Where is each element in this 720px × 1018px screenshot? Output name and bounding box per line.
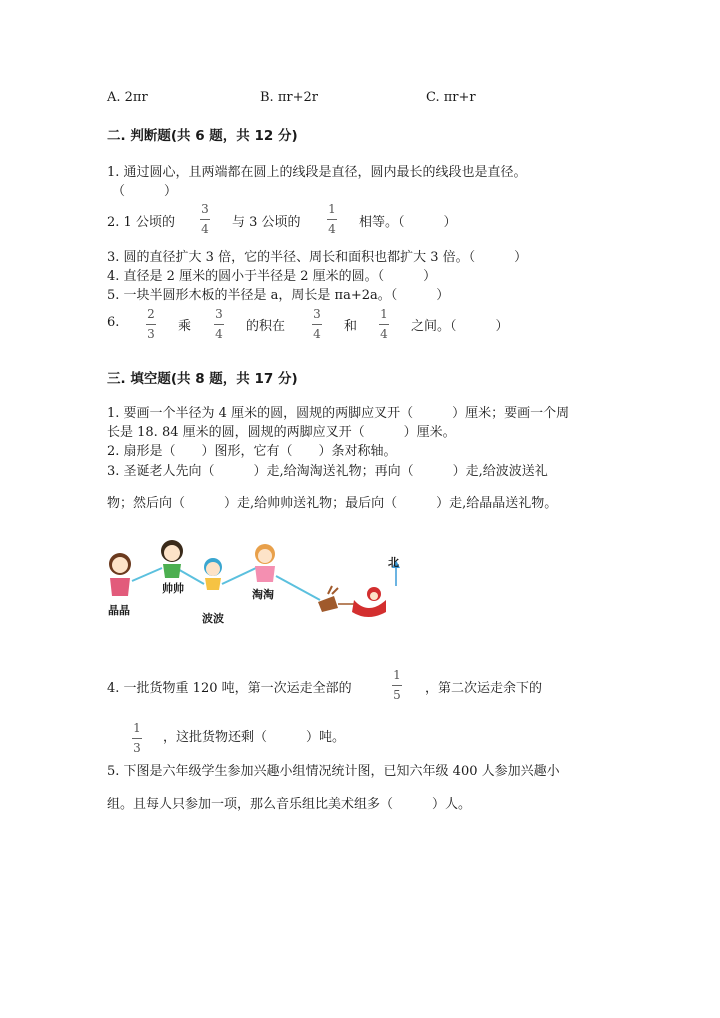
fraction [211,307,227,341]
s2-q1-line2: （ ） [112,184,178,199]
s2-q6-text-e: 之间。（ ） [411,319,509,334]
fraction-bar [146,324,156,325]
numerator: 3 [201,202,209,216]
s2-q6-text-d: 和 [344,319,358,334]
s2-q6-text-b: 乘 [178,319,192,334]
s2-q3: 3. 圆的直径扩大 3 倍，它的半径、周长和面积也都扩大 3 倍。（ ） [107,250,528,265]
s3-q5-line2: 组。且每人只参加一项，那么音乐组比美术组多（ ）人。 [107,797,472,812]
numerator: 3 [215,307,223,321]
s3-q1-line1: 1. 要画一个半径为 4 厘米的圆，圆规的两脚应叉开（ ）厘米；要画一个周 [107,406,570,421]
denominator: 4 [313,327,321,341]
option-a: A. 2πr [107,90,148,105]
numerator: 1 [133,721,141,735]
s2-q5: 5. 一块半圆形木板的半径是 a，周长是 πa+2a。（ ） [107,288,450,303]
s2-q6-text-a: 6. [107,315,120,330]
s2-q6-text-c: 的积在 [246,319,286,334]
s3-q4-line1-b: ，第二次运走余下的 [425,681,543,696]
fraction-bar [327,219,337,220]
s3-q3-line1: 3. 圣诞老人先向（ ）走,给淘淘送礼物；再向（ ）走,给波波送礼 [107,464,548,479]
s3-q1-line2: 长是 18. 84 厘米的圆，圆规的两脚应叉开（ ）厘米。 [107,425,456,440]
fraction-bar [132,738,142,739]
fraction [129,721,145,755]
fraction-bar [200,219,210,220]
denominator: 4 [328,222,336,236]
s3-q3-line2: 物；然后向（ ）走,给帅帅送礼物；最后向（ ）走,给晶晶送礼物。 [107,496,558,511]
section2-title: 二. 判断题(共 6 题，共 12 分) [107,128,298,144]
numerator: 1 [328,202,336,216]
fraction [309,307,325,341]
fraction [376,307,392,341]
fraction-bar [312,324,322,325]
fraction-bar [392,685,402,686]
fraction [197,202,213,236]
direction-figure-svg [106,538,406,630]
option-c: C. πr+r [426,90,476,105]
label-taotao: 淘淘 [252,588,274,601]
numerator: 1 [380,307,388,321]
s3-q4-line1-a: 4. 一批货物重 120 吨，第一次运走全部的 [107,681,352,696]
shuaishuai-figure [161,540,183,578]
label-north: 北 [388,556,399,569]
section3-title: 三. 填空题(共 8 题，共 17 分) [107,371,298,387]
label-shuaishuai: 帅帅 [162,582,184,595]
santa-sleigh [318,586,386,617]
path-line [222,568,256,584]
s3-q5-line1: 5. 下图是六年级学生参加兴趣小组情况统计图，已知六年级 400 人参加兴趣小 [107,764,560,779]
label-bobo: 波波 [202,612,224,625]
denominator: 4 [215,327,223,341]
option-b: B. πr+2r [260,90,318,105]
direction-figure [106,538,406,630]
numerator: 2 [147,307,155,321]
path-line [276,576,320,600]
bobo-figure [204,558,222,590]
s3-q2: 2. 扇形是（ ）图形，它有（ ）条对称轴。 [107,444,397,459]
denominator: 4 [380,327,388,341]
taotao-figure [255,544,275,582]
fraction-bar [214,324,224,325]
s2-q4: 4. 直径是 2 厘米的圆小于半径是 2 厘米的圆。（ ） [107,269,437,284]
denominator: 3 [147,327,155,341]
denominator: 3 [133,741,141,755]
numerator: 3 [313,307,321,321]
path-line [132,568,162,581]
numerator: 1 [393,668,401,682]
fraction-bar [379,324,389,325]
s2-q2-text-b: 与 3 公顷的 [232,215,301,230]
denominator: 5 [393,688,401,702]
fraction [389,668,405,702]
denominator: 4 [201,222,209,236]
s2-q2-text-a: 2. 1 公顷的 [107,215,175,230]
s2-q1-line1: 1. 通过圆心，且两端都在圆上的线段是直径，圆内最长的线段也是直径。 [107,165,527,180]
fraction [324,202,340,236]
fraction [143,307,159,341]
s3-q4-line2: ，这批货物还剩（ ）吨。 [163,730,346,745]
label-jingjing: 晶晶 [108,604,130,617]
jingjing-figure [109,553,131,596]
s2-q2-text-c: 相等。（ ） [359,215,457,230]
